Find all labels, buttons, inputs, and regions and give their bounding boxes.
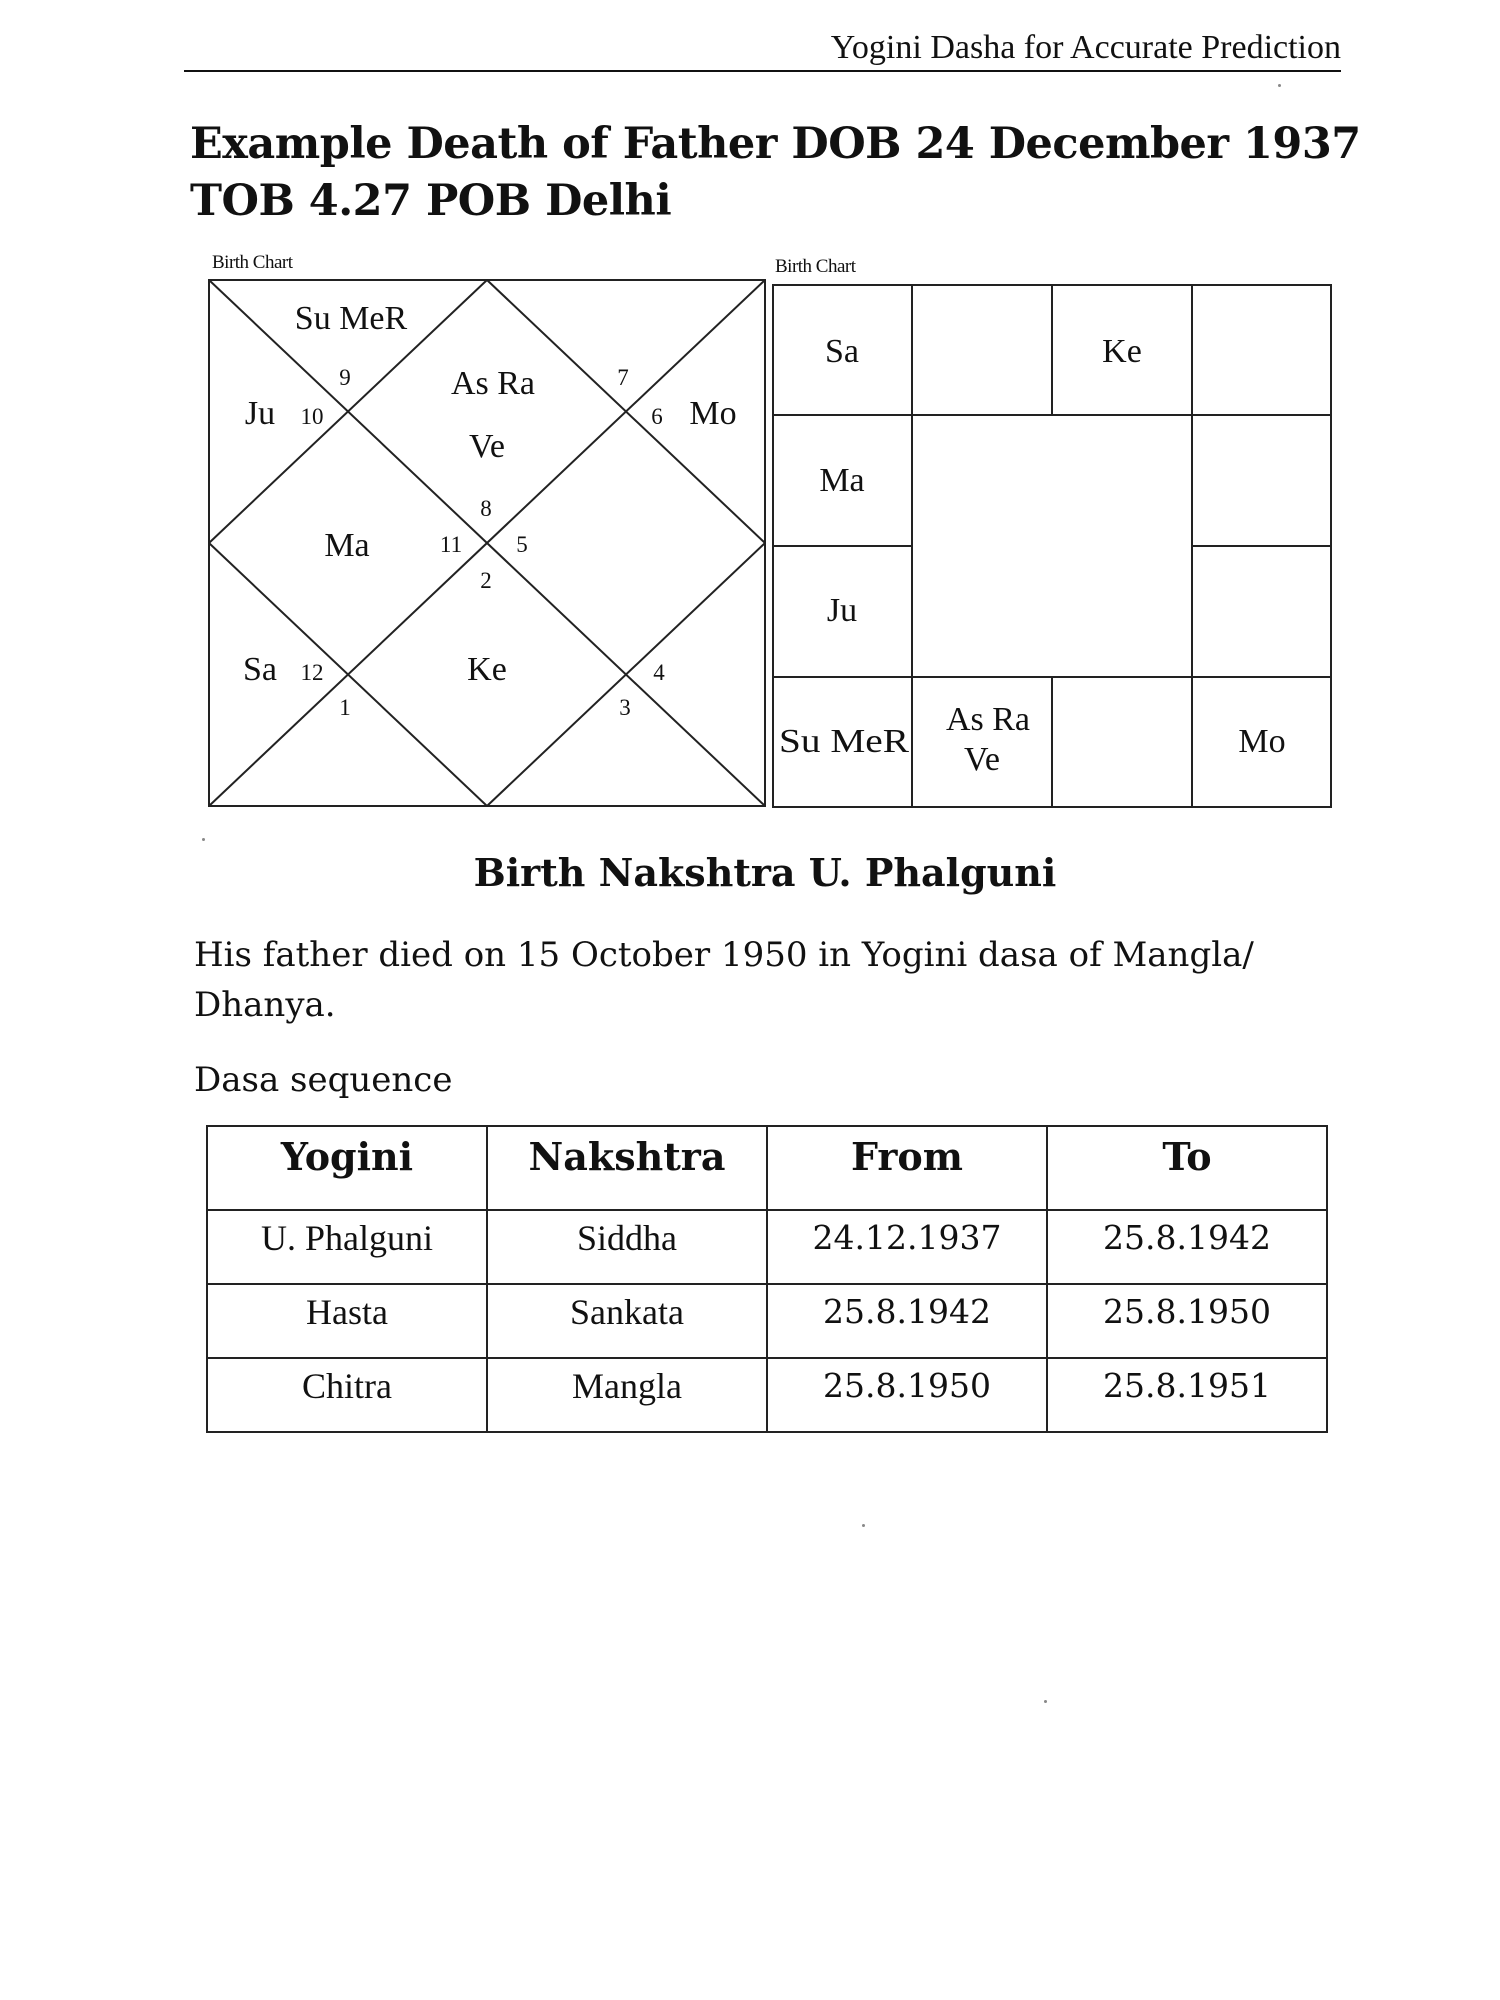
column-header: From	[767, 1126, 1047, 1210]
table-cell: 25.8.1951	[1047, 1358, 1327, 1432]
sign-cell-planets: Ve	[964, 741, 1000, 778]
death-paragraph: His father died on 15 October 1950 in Yogini dasa of Mangla/ Dhanya.	[194, 935, 1254, 1025]
sign-cell-planets: Mo	[1238, 723, 1286, 760]
south-indian-chart	[772, 284, 1332, 808]
sign-cell-planets: Su MeR	[779, 723, 910, 760]
house-number: 9	[339, 365, 351, 390]
north-indian-chart	[208, 279, 766, 807]
sign-cell-planets: As Ra	[945, 701, 1031, 738]
running-head: Yogini Dasha for Accurate Prediction	[830, 29, 1341, 66]
table-cell: Mangla	[487, 1358, 767, 1432]
planet-label: Su MeR	[294, 300, 408, 337]
table-header-row	[207, 1126, 1327, 1210]
house-number: 6	[651, 404, 663, 429]
house-number: 5	[516, 532, 528, 557]
column-header: Nakshtra	[487, 1126, 767, 1210]
scan-speck	[1278, 84, 1281, 87]
scan-speck	[1044, 1700, 1047, 1703]
table-cell: U. Phalguni	[207, 1210, 487, 1284]
table-cell: 25.8.1942	[1047, 1210, 1327, 1284]
column-header: Yogini	[207, 1126, 487, 1210]
scan-speck	[202, 838, 205, 841]
planet-label: Mo	[689, 395, 737, 432]
table-cell: 25.8.1942	[767, 1284, 1047, 1358]
table-cell: 25.8.1950	[767, 1358, 1047, 1432]
house-number: 10	[300, 404, 324, 429]
header-rule	[184, 70, 1341, 72]
column-header: To	[1047, 1126, 1327, 1210]
house-number: 1	[339, 695, 351, 720]
sign-cell-planets: Ke	[1102, 333, 1142, 370]
sign-cell-planets: Ma	[819, 462, 865, 499]
house-number: 4	[653, 660, 665, 685]
house-number: 7	[617, 365, 629, 390]
table-cell: Siddha	[487, 1210, 767, 1284]
house-number: 3	[619, 695, 631, 720]
scan-speck	[862, 1524, 865, 1527]
north-chart-caption: Birth Chart	[212, 252, 293, 273]
house-number: 11	[439, 532, 463, 557]
planet-label: Sa	[243, 651, 277, 688]
nakshatra-heading: Birth Nakshtra U. Phalguni	[473, 850, 1057, 895]
table-row	[207, 1358, 1327, 1432]
house-number: 2	[480, 568, 492, 593]
table-cell: 24.12.1937	[767, 1210, 1047, 1284]
sign-cell-planets: Sa	[825, 333, 859, 370]
table-cell: Chitra	[207, 1358, 487, 1432]
example-title: Example Death of Father DOB 24 December 1937 TOB 4.27 POB Delhi	[190, 119, 1361, 226]
table-cell: Hasta	[207, 1284, 487, 1358]
planet-label: Ke	[467, 651, 507, 688]
house-number: 12	[300, 660, 324, 685]
planet-label: Ju	[244, 395, 276, 432]
table-row	[207, 1284, 1327, 1358]
table-row	[207, 1210, 1327, 1284]
table-cell: Sankata	[487, 1284, 767, 1358]
house-number: 8	[480, 496, 492, 521]
planet-label: Ma	[324, 527, 370, 564]
sign-cell-planets: Ju	[826, 592, 858, 629]
table-cell: 25.8.1950	[1047, 1284, 1327, 1358]
dasa-sequence-label: Dasa sequence	[194, 1060, 453, 1100]
planet-label: As Ra	[450, 365, 536, 402]
planet-label: Ve	[469, 428, 505, 465]
south-chart-caption: Birth Chart	[775, 256, 856, 277]
dasa-table	[206, 1125, 1328, 1433]
